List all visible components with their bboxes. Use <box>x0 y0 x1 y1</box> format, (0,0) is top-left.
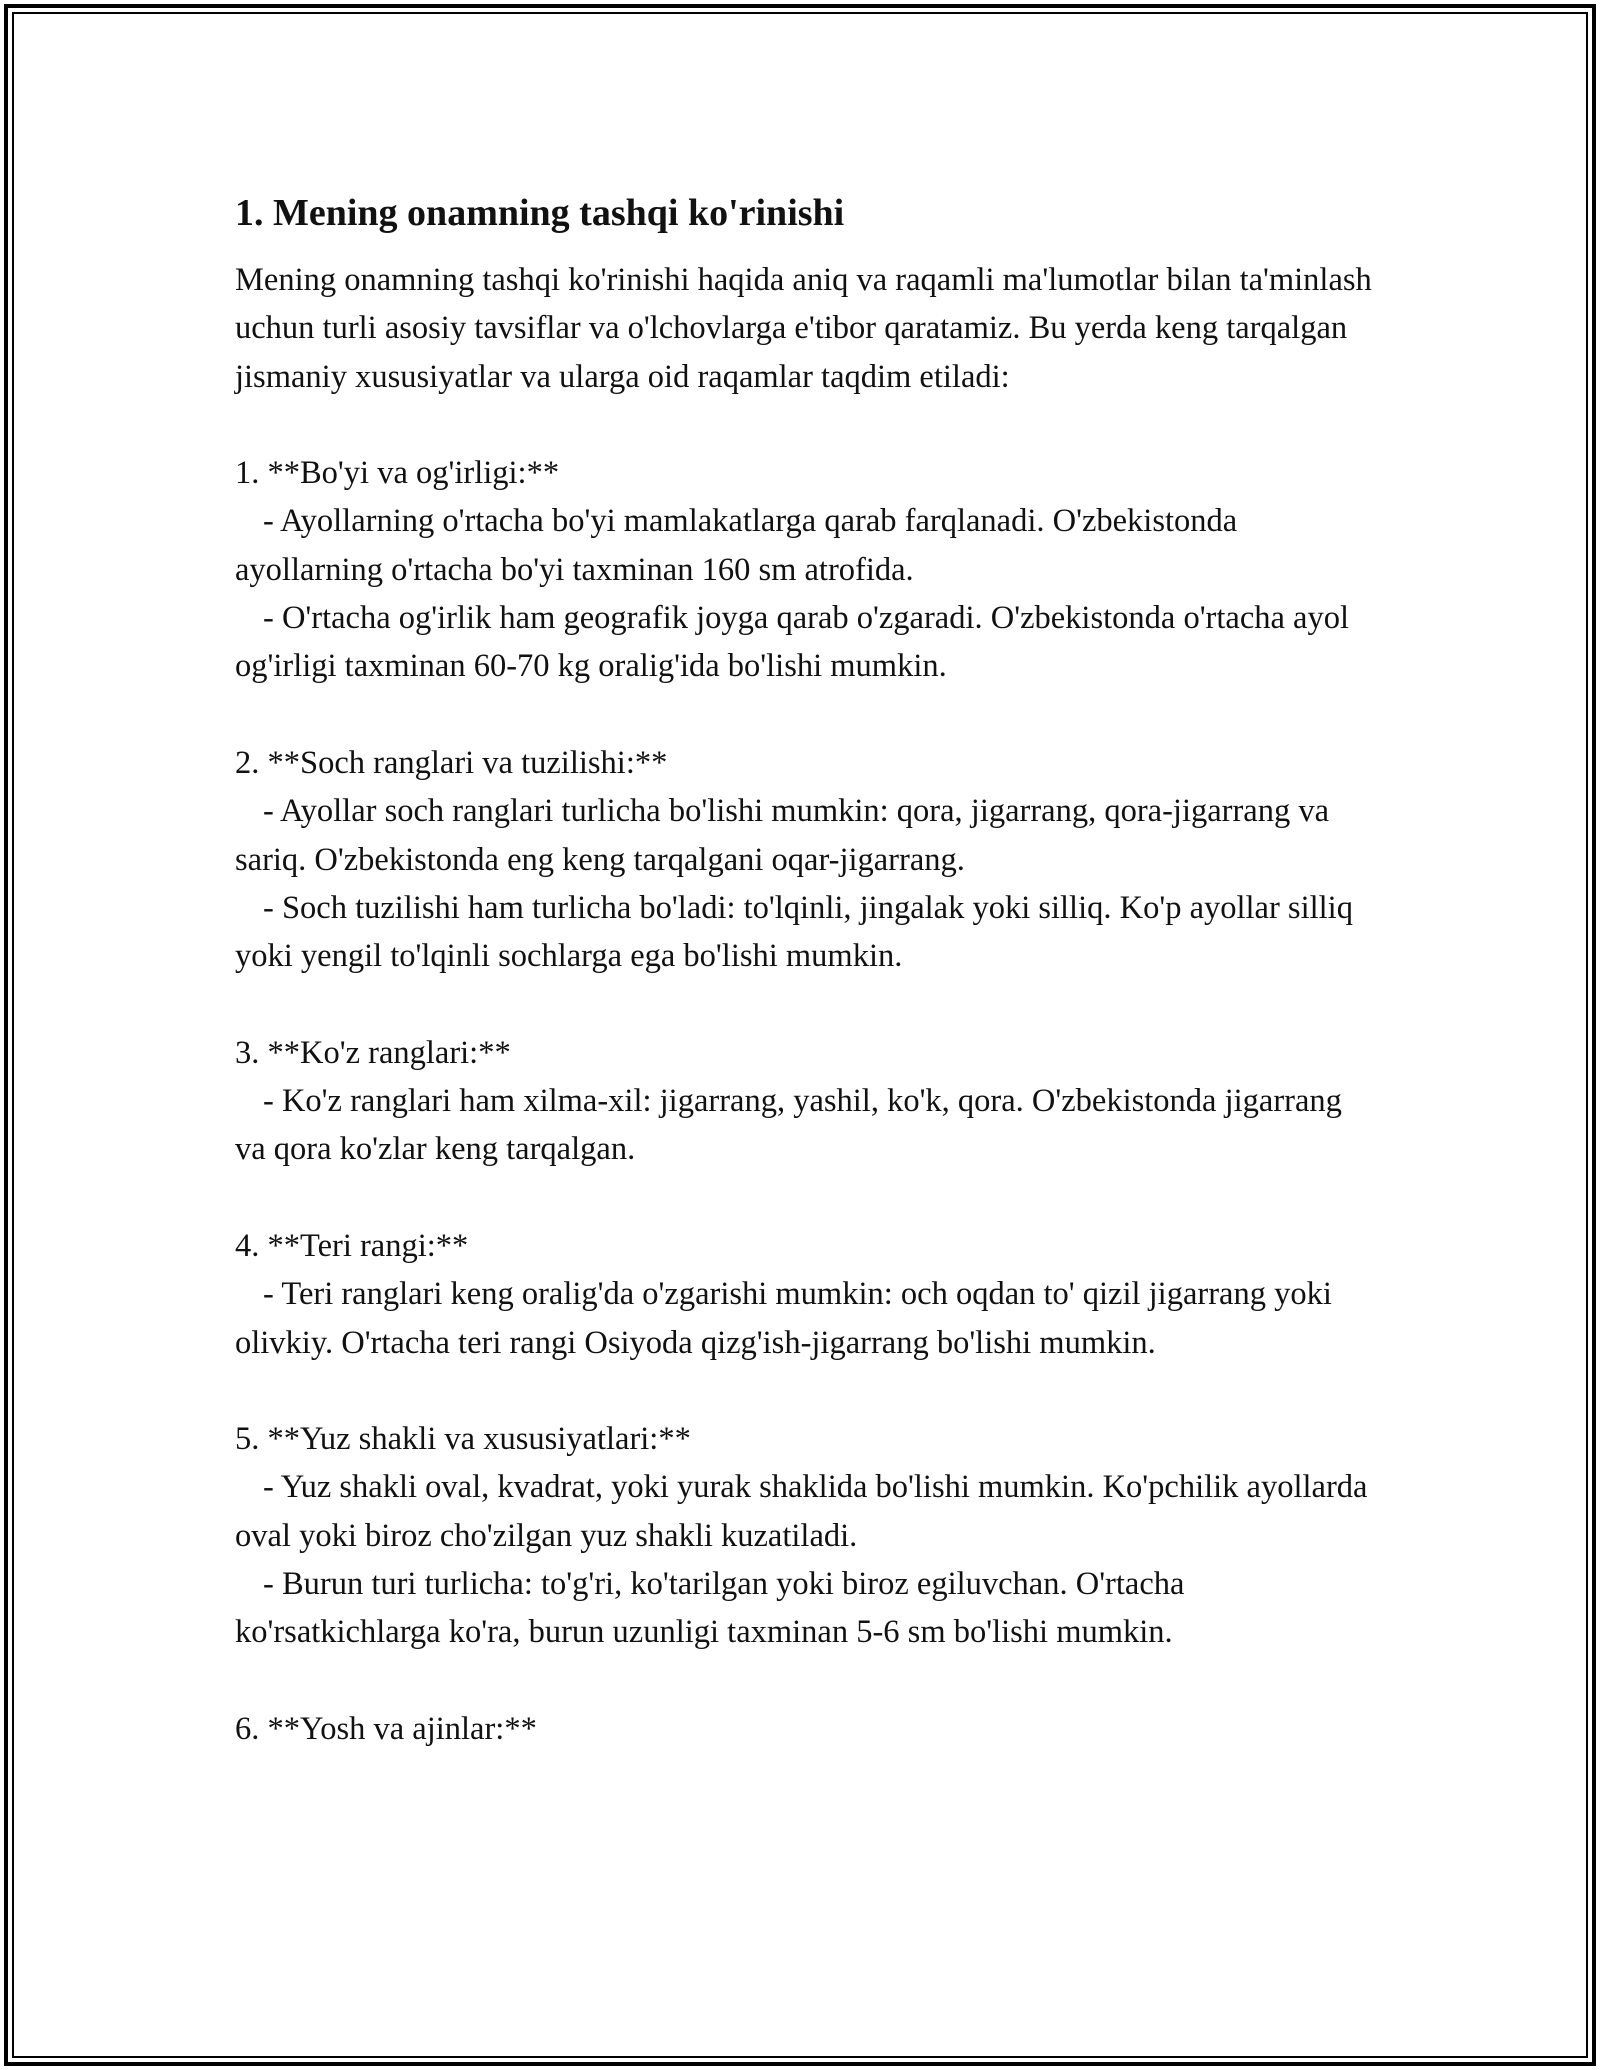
list-item-bullet: - Yuz shakli oval, kvadrat, yoki yurak shaklida bo'lishi mumkin. Ko'pchilik ayollarda oval yoki biroz cho'zilgan yuz shakli kuzatiladi. <box>235 1469 1368 1554</box>
list-item-bullet: - Burun turi turlicha: to'g'ri, ko'tarilgan yoki biroz egiluvchan. O'rtacha ko'rsatkichlarga ko'ra, burun uzunligi taxminan 5-6 sm bo'lishi mumkin. <box>235 1566 1185 1651</box>
section-heading: 1. Mening onamning tashqi ko'rinishi <box>235 192 845 234</box>
list-item-title: 1. **Bo'yi va og'irligi:** <box>235 455 560 492</box>
section-skin <box>235 1174 1375 1367</box>
section-hair <box>235 691 1375 981</box>
section-age <box>235 1657 1375 1754</box>
section-face <box>235 1367 1375 1657</box>
document-body <box>235 188 1375 1753</box>
list-item-title: 2. **Soch ranglari va tuzilishi:** <box>235 744 668 781</box>
list-item-title: 6. **Yosh va ajinlar:** <box>235 1710 537 1747</box>
list-item-bullet: - O'rtacha og'irlik ham geografik joyga qarab o'zgaradi. O'zbekistonda o'rtacha ayol og'irligi taxminan 60-70 kg oralig'ida bo'lishi mumkin. <box>235 600 1350 685</box>
list-item-bullet: - Soch tuzilishi ham turlicha bo'ladi: to'lqinli, jingalak yoki silliq. Ko'p ayollar silliq yoki yengil to'lqinli sochlarga ega bo'lishi mumkin. <box>235 889 1353 975</box>
list-item-bullet: - Teri ranglari keng oralig'da o'zgarishi mumkin: och oqdan to' qizil jigarrang yoki olivkiy. O'rtacha teri rangi Osiyoda qizg'ish-jigarrang bo'lishi mumkin. <box>235 1276 1332 1361</box>
list-item-title: 4. **Teri rangi:** <box>235 1227 469 1264</box>
list-item-bullet: - Ayollarning o'rtacha bo'yi mamlakatlarga qarab farqlanadi. O'zbekistonda ayollarning o'rtacha bo'yi taxminan 160 sm atrofida. <box>235 503 1238 588</box>
intro-paragraph: Mening onamning tashqi ko'rinishi haqida aniq va raqamli ma'lumotlar bilan ta'minlash uchun turli asosiy tavsiflar va o'lchovlarga e'tibor qaratamiz. Bu yerda keng tarqalgan jismaniy xususiyatlar va ularga oid raqamlar taqdim etiladi: <box>235 262 1372 395</box>
list-item-title: 3. **Ko'z ranglari:** <box>235 1034 511 1071</box>
section-height-weight <box>235 401 1375 691</box>
section-eyes <box>235 980 1375 1173</box>
list-item-title: 5. **Yuz shakli va xususiyatlari:** <box>235 1421 691 1458</box>
list-item-bullet: - Ayollar soch ranglari turlicha bo'lishi mumkin: qora, jigarrang, qora-jigarrang va sariq. O'zbekistonda eng keng tarqalgani oqar-jigarrang. <box>235 793 1330 878</box>
list-item-bullet: - Ko'z ranglari ham xilma-xil: jigarrang, yashil, ko'k, qora. O'zbekistonda jigarrang va qora ko'zlar keng tarqalgan. <box>235 1083 1342 1168</box>
